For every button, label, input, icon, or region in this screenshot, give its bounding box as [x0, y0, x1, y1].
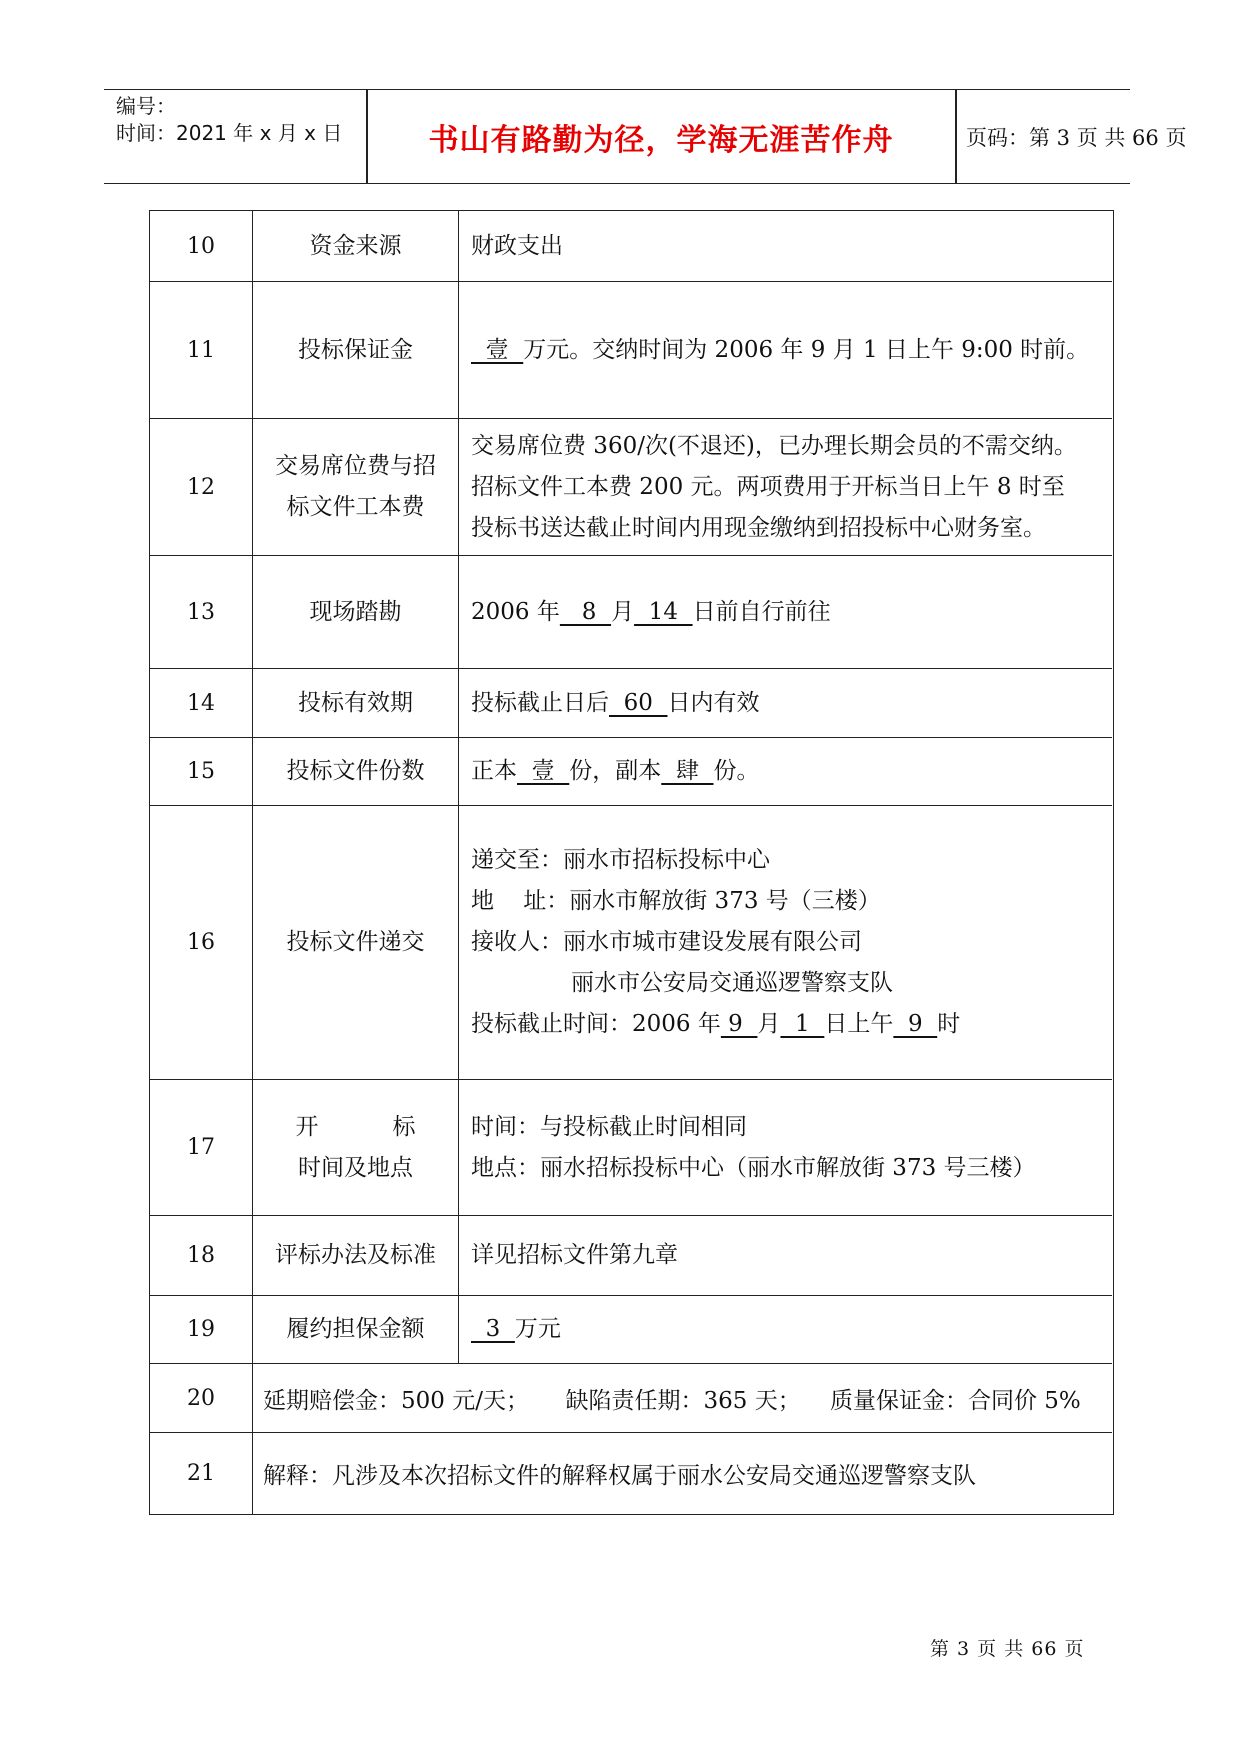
underlined-value: 60	[609, 689, 668, 716]
document-number-label: 编号：	[116, 94, 176, 118]
row-number: 12	[150, 419, 253, 555]
row-content: 财政支出	[471, 232, 563, 259]
row-content: 3 万元	[471, 1316, 561, 1342]
row-content: 投标截止日后 60 日内有效	[471, 689, 760, 716]
row-item: 投标文件份数	[253, 738, 459, 805]
row-content: 壹 万元。交纳时间为 2006 年 9 月 1 日上午 9:00 时前。	[471, 336, 1090, 363]
row-item: 开 标 时间及地点	[253, 1080, 459, 1215]
underlined-value: 14	[634, 598, 693, 625]
row-content: 延期赔偿金：500 元/天； 缺陷责任期：365 天； 质量保证金：合同价 5%	[263, 1387, 1081, 1414]
underlined-value: 1	[780, 1011, 825, 1037]
row-number: 13	[150, 556, 253, 668]
header-meta	[116, 90, 366, 183]
row-number: 17	[150, 1080, 253, 1215]
row-number: 19	[150, 1296, 253, 1363]
row-number: 18	[150, 1216, 253, 1295]
underlined-value: 9	[893, 1011, 938, 1037]
row-number: 20	[150, 1364, 253, 1432]
document-time: 时间：2021 年 x 月 x 日	[116, 121, 343, 145]
row-number: 11	[150, 282, 253, 418]
bid-info-table	[149, 210, 1114, 1515]
row-content: 2006 年 8 月 14 日前自行前往	[471, 598, 831, 625]
table-row	[150, 1080, 1112, 1216]
row-content: 详见招标文件第九章	[471, 1242, 678, 1268]
row-item: 投标有效期	[253, 669, 459, 737]
header-divider	[955, 90, 957, 183]
underlined-value: 肆	[661, 758, 714, 784]
table-row	[150, 1433, 1112, 1514]
page-header	[104, 89, 1187, 184]
table-row	[150, 738, 1112, 806]
row-content: 时间：与投标截止时间相同 地点：丽水招标投标中心（丽水市解放街 373 号三楼）	[471, 1113, 1036, 1181]
row-item: 履约担保金额	[253, 1296, 459, 1363]
row-content: 递交至：丽水市招标投标中心 地 址：丽水市解放街 373 号（三楼） 接收人：丽水市城市建设发展有限公司 丽水市公安局交通巡逻警察支队 投标截止时间：2006 年 9 月 1 日上午 9 时	[471, 847, 961, 1037]
underlined-value: 9	[720, 1011, 758, 1037]
underlined-value: 8	[559, 598, 612, 625]
row-item: 现场踏勘	[253, 556, 459, 668]
row-number: 15	[150, 738, 253, 805]
row-item: 投标保证金	[253, 282, 459, 418]
header-page-info: 页码：第 3 页 共 66 页	[966, 125, 1187, 150]
table-row	[150, 211, 1112, 282]
table-row	[150, 806, 1112, 1080]
row-number: 21	[150, 1433, 253, 1514]
row-number: 10	[150, 211, 253, 281]
table-row	[150, 556, 1112, 669]
underlined-value: 壹	[517, 758, 570, 784]
table-row	[150, 1364, 1112, 1433]
row-item: 交易席位费与招 标文件工本费	[253, 419, 459, 555]
table-row	[150, 1216, 1112, 1296]
row-item: 资金来源	[253, 211, 459, 281]
row-number: 14	[150, 669, 253, 737]
table-row	[150, 419, 1112, 556]
underlined-value: 壹	[471, 336, 524, 363]
underlined-value: 3	[471, 1316, 515, 1342]
row-item: 评标办法及标准	[253, 1216, 459, 1295]
table-row	[150, 669, 1112, 738]
page-footer: 第 3 页 共 66 页	[930, 1638, 1085, 1660]
table-row	[150, 282, 1112, 419]
table-row	[150, 1296, 1112, 1364]
row-content: 交易席位费 360/次(不退还)，已办理长期会员的不需交纳。 招标文件工本费 200 元。两项费用于开标当日上午 8 时至 投标书送达截止时间内用现金缴纳到招投标中心财务室。	[471, 432, 1077, 541]
row-number: 16	[150, 806, 253, 1079]
row-content: 正本 壹 份，副本 肆 份。	[471, 758, 760, 784]
header-motto: 书山有路勤为径，学海无涯苦作舟	[428, 122, 894, 158]
row-item: 投标文件递交	[253, 806, 459, 1079]
row-content: 解释：凡涉及本次招标文件的解释权属于丽水公安局交通巡逻警察支队	[263, 1463, 976, 1489]
